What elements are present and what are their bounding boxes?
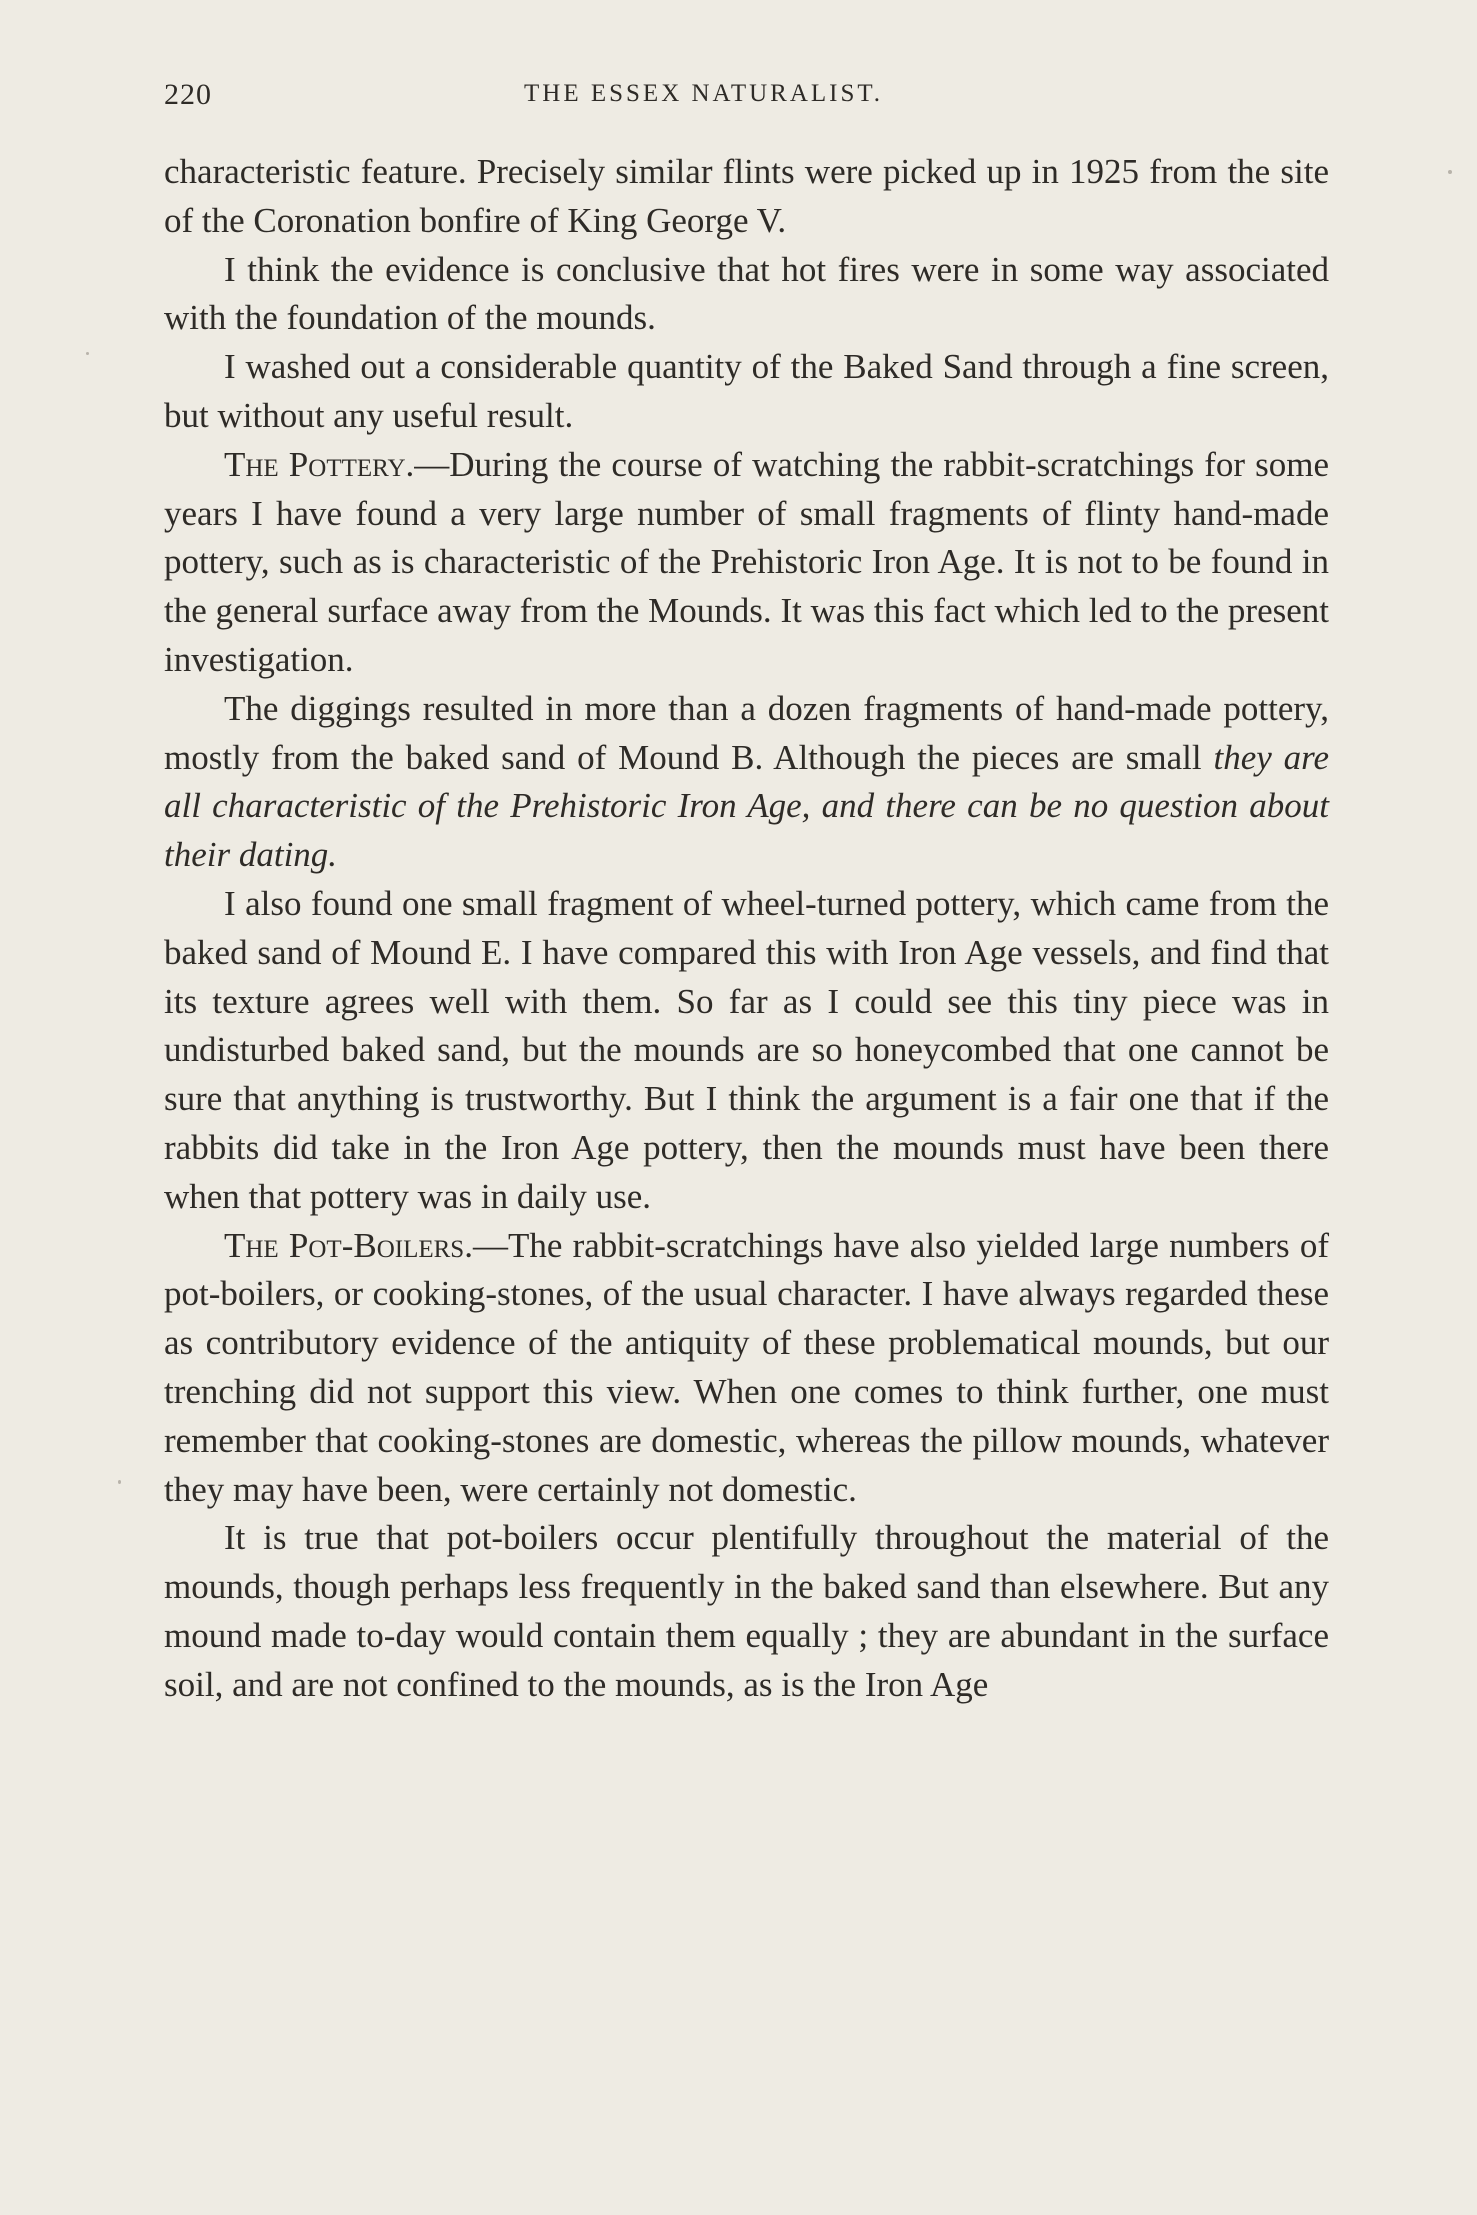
paragraph-text: It is true that pot-boilers occur plentifully throughout the material of the mounds, though perhaps less frequently in the baked sand than elsewhere. But any mound made to-day would contain them equally ; they are abundant in the surface soil, and are not confined to the mounds, as is the Iron Age — [164, 1518, 1329, 1704]
paragraph-pot-boilers — [164, 1222, 1329, 1515]
paragraph-baked-sand — [164, 343, 1329, 441]
emphasis-text: they are all characteristic of the Prehistoric Iron Age, and there can be no question about their dating. — [164, 737, 1329, 875]
paper-speck — [86, 352, 89, 355]
paragraph-pottery — [164, 441, 1329, 685]
paragraph-text: I think the evidence is conclusive that hot fires were in some way associated with the foundation of the mounds. — [164, 249, 1329, 338]
paragraph-diggings — [164, 685, 1329, 880]
running-head — [164, 78, 1329, 118]
paragraph-hot-fires — [164, 246, 1329, 344]
section-heading-pot-boilers: The Pot-Boilers. — [224, 1225, 473, 1265]
paper-speck — [118, 1480, 121, 1484]
paragraph-text: —During the course of watching the rabbit-scratchings for some years I have found a very large number of small fragments of flinty hand-made pottery, such as is characteristic of the Prehistoric Iron Age. It is not to be found in the general surface away from the Mounds. It was this fact which led to the present investigation. — [164, 444, 1329, 679]
paragraph-text: —The rabbit-scratchings have also yielded large numbers of pot-boilers, or cooking-stones, of the usual character. I have always regarded these as contributory evidence of the antiquity of these problematical mounds, but our trenching did not support this view. When one comes to think further, one must remember that cooking-stones are domestic, whereas the pillow mounds, whatever they may have been, were certainly not domestic. — [164, 1225, 1329, 1509]
paragraph-text: The diggings resulted in more than a dozen fragments of hand-made pottery, mostly from the baked sand of Mound B. Although the pieces are small — [164, 688, 1329, 777]
paragraph-wheel-turned — [164, 880, 1329, 1222]
paper-speck — [1448, 170, 1452, 174]
paragraph-text: I washed out a considerable quantity of the Baked Sand through a fine screen, but without any useful result. — [164, 347, 1329, 435]
page-number: 220 — [164, 78, 212, 111]
journal-title: THE ESSEX NATURALIST. — [524, 80, 884, 107]
paragraph-text: I also found one small fragment of wheel-turned pottery, which came from the baked sand of Mound E. I have compared this with Iron Age vessels, and find that its texture agrees well with them. So far as I could see this tiny piece was in undisturbed baked sand, but the mounds are so honeycombed that one cannot be sure that anything is trustworthy. But I think the argument is a fair one that if the rabbits did take in the Iron Age pottery, then the mounds must have been there when that pottery was in daily use. — [164, 883, 1329, 1216]
body-text — [164, 148, 1329, 1710]
paragraph-flints — [164, 148, 1329, 246]
paragraph-true-pot-boilers — [164, 1514, 1329, 1709]
paragraph-text: characteristic feature. Precisely similar flints were picked up in 1925 from the site of the Coronation bonfire of King George V. — [164, 152, 1329, 240]
section-heading-pottery: The Pottery. — [224, 444, 415, 484]
